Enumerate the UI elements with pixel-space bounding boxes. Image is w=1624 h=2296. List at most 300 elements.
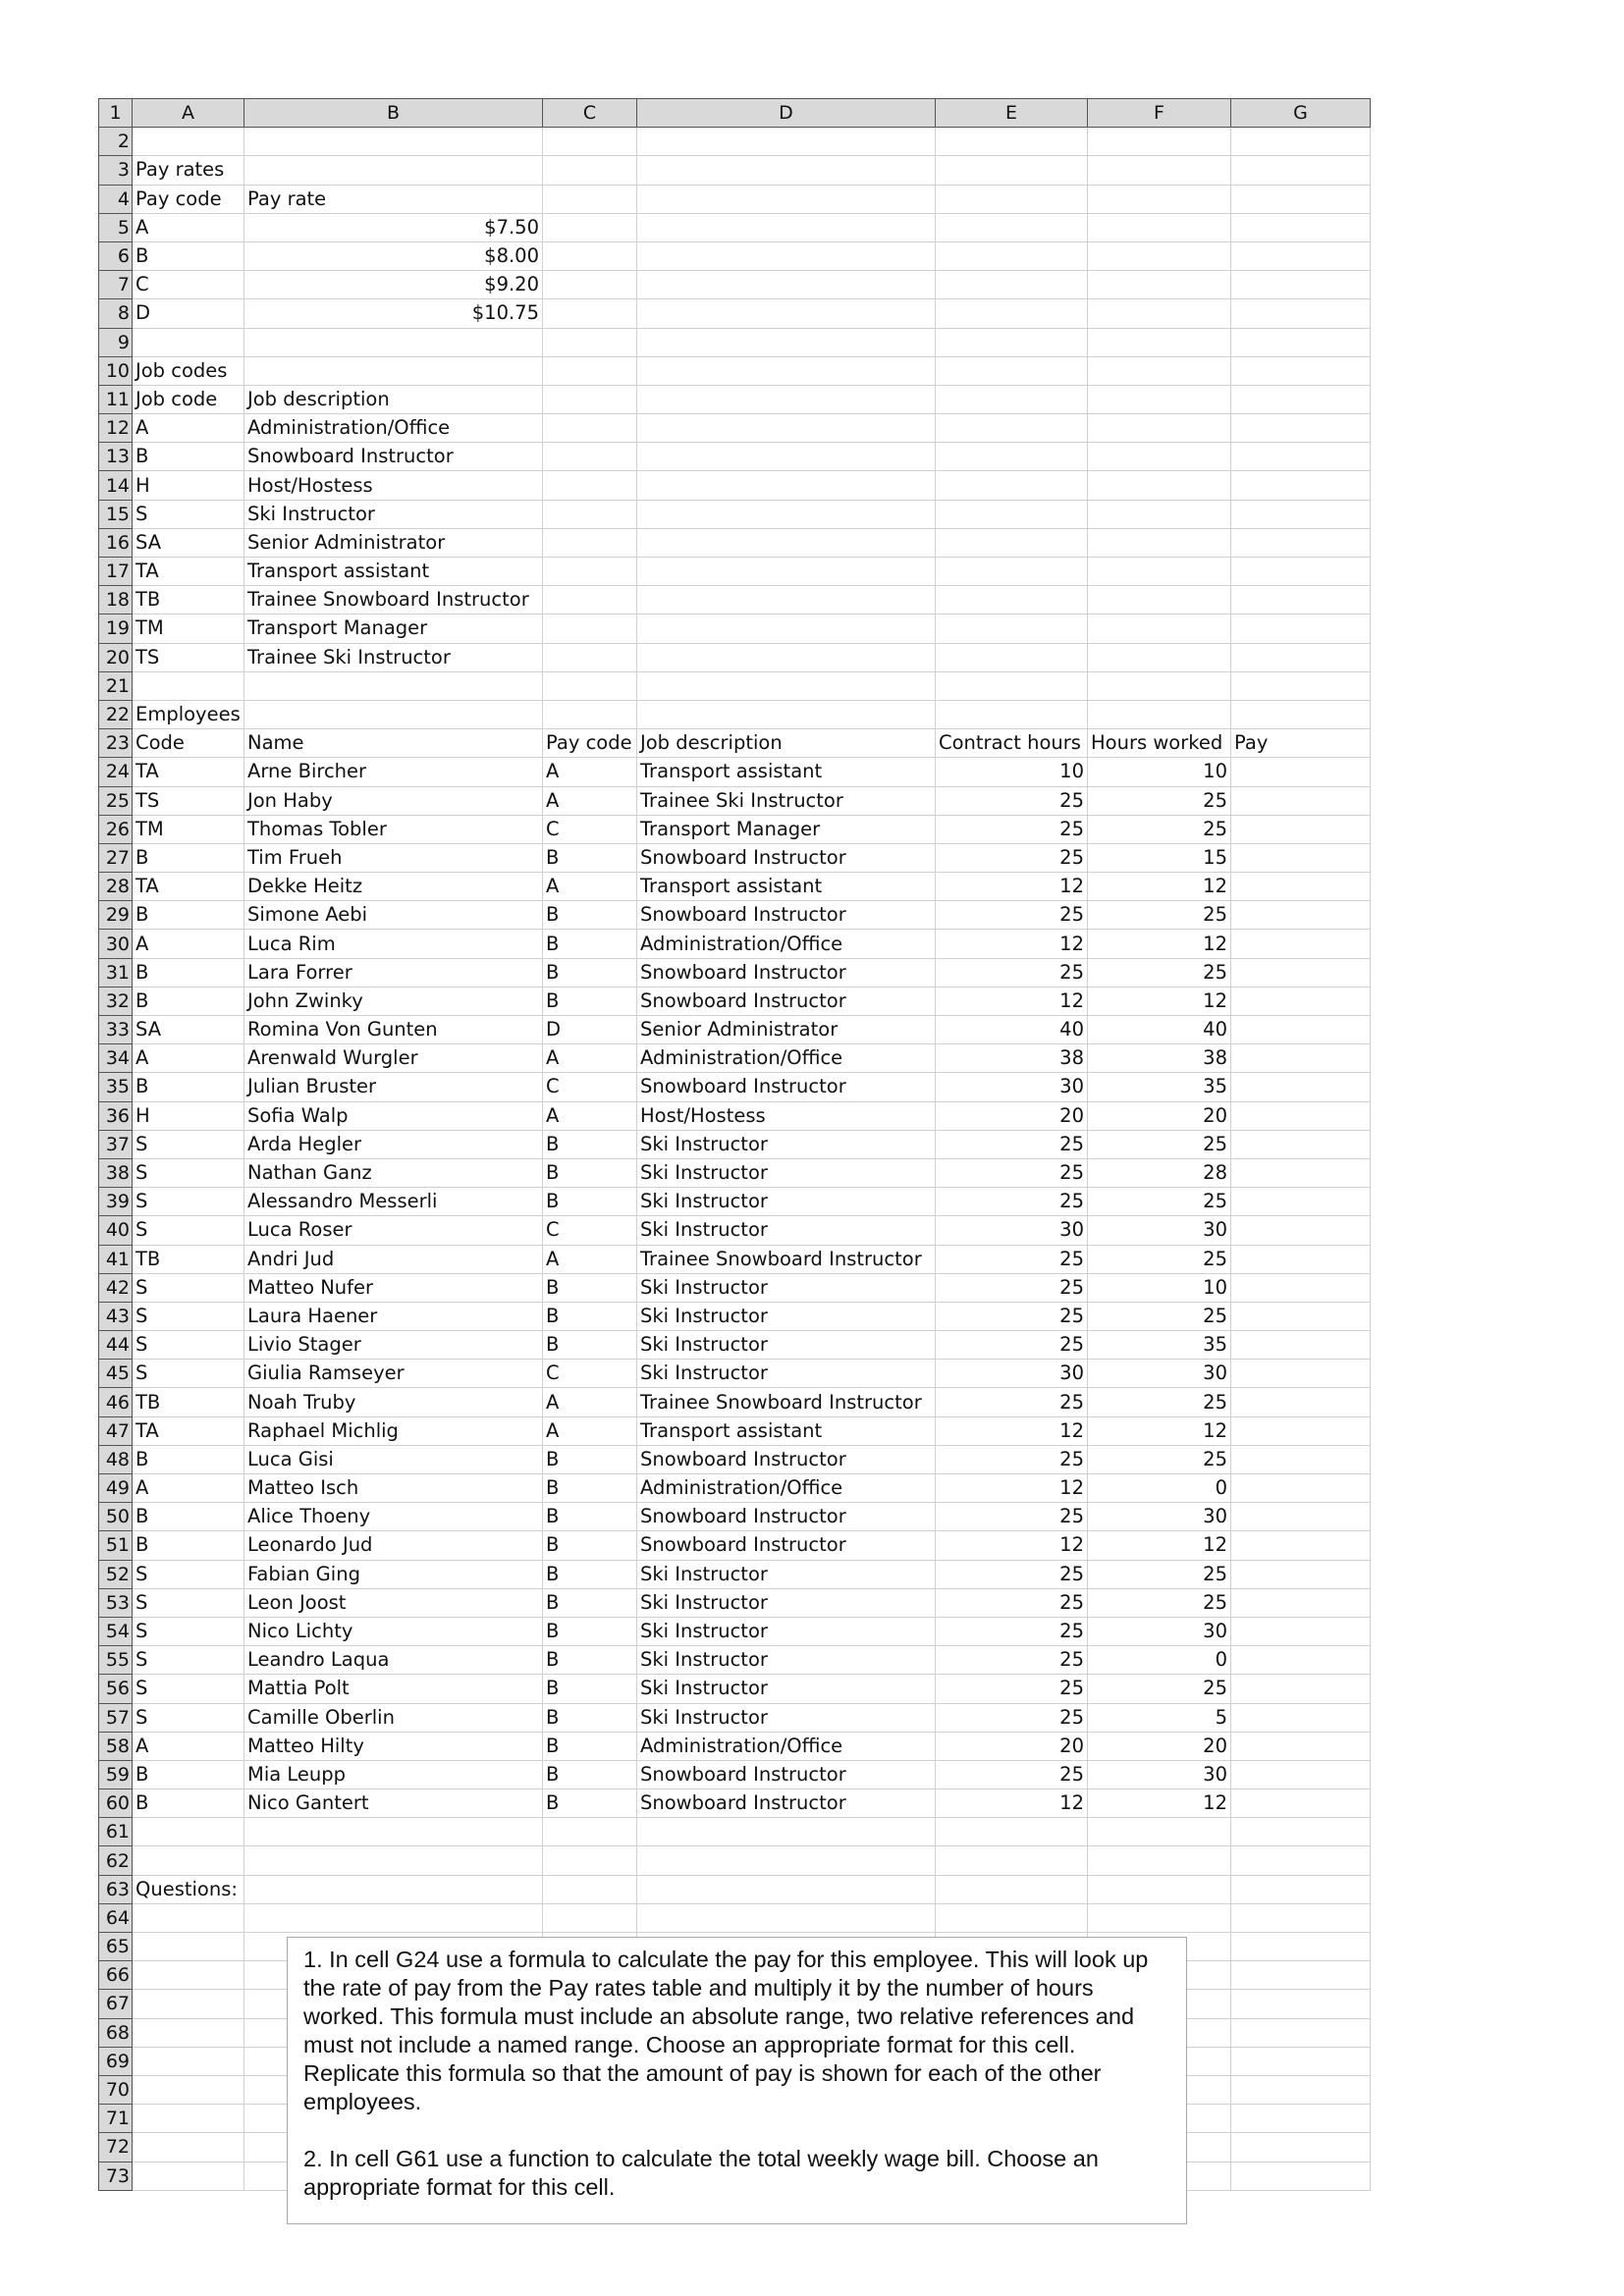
cell[interactable]: B [133,1531,244,1560]
cell[interactable]: B [133,241,244,270]
cell[interactable]: Pay [1231,729,1371,758]
row-header[interactable]: 57 [99,1703,133,1732]
cell[interactable]: $9.20 [244,271,543,299]
cell[interactable] [543,299,637,328]
cell[interactable]: B [133,443,244,471]
cell[interactable]: 25 [1088,1445,1231,1473]
cell[interactable] [1088,299,1231,328]
cell[interactable] [1231,1416,1371,1445]
row-header[interactable]: 3 [99,156,133,185]
cell[interactable] [1231,643,1371,671]
cell[interactable]: Senior Administrator [244,528,543,557]
cell[interactable] [543,156,637,185]
cell[interactable]: Transport Manager [244,614,543,643]
row-header[interactable]: 54 [99,1617,133,1645]
cell[interactable]: Andri Jud [244,1245,543,1273]
cell[interactable]: Trainee Snowboard Instructor [637,1388,936,1416]
cell[interactable]: Snowboard Instructor [637,843,936,872]
cell[interactable]: Dekke Heitz [244,873,543,901]
cell[interactable]: Matteo Isch [244,1474,543,1503]
cell[interactable] [1231,671,1371,700]
row-header[interactable]: 1 [99,99,133,128]
cell[interactable]: B [543,843,637,872]
cell[interactable]: 30 [1088,1360,1231,1388]
cell[interactable]: Snowboard Instructor [637,1760,936,1789]
cell[interactable]: Arenwald Wurgler [244,1044,543,1073]
cell[interactable] [1231,786,1371,815]
cell[interactable] [244,1846,543,1875]
cell[interactable]: Senior Administrator [637,1016,936,1044]
cell[interactable]: 35 [1088,1331,1231,1360]
cell[interactable]: TM [133,815,244,843]
cell[interactable] [133,2018,244,2047]
row-header[interactable]: 50 [99,1503,133,1531]
cell[interactable] [543,213,637,241]
row-header[interactable]: 19 [99,614,133,643]
cell[interactable] [936,1846,1088,1875]
cell[interactable] [1231,1445,1371,1473]
cell[interactable] [1231,2162,1371,2190]
row-header[interactable]: 13 [99,443,133,471]
cell[interactable]: Trainee Snowboard Instructor [637,1245,936,1273]
cell[interactable]: 25 [936,1445,1088,1473]
cell[interactable] [637,443,936,471]
cell[interactable]: Sofia Walp [244,1101,543,1130]
cell[interactable] [244,1875,543,1903]
row-header[interactable]: 37 [99,1130,133,1158]
cell[interactable] [133,1818,244,1846]
cell[interactable]: S [133,1188,244,1216]
cell[interactable]: Nico Gantert [244,1789,543,1818]
cell[interactable] [1231,873,1371,901]
row-header[interactable]: 7 [99,271,133,299]
cell[interactable]: Employees [133,700,244,728]
cell[interactable] [133,2075,244,2104]
row-header[interactable]: 62 [99,1846,133,1875]
cell[interactable]: TA [133,558,244,586]
cell[interactable]: Ski Instructor [637,1130,936,1158]
cell[interactable] [936,671,1088,700]
cell[interactable]: Snowboard Instructor [637,1789,936,1818]
cell[interactable] [936,328,1088,356]
cell[interactable]: Name [244,729,543,758]
cell[interactable]: Administration/Office [637,1474,936,1503]
cell[interactable]: B [543,1302,637,1330]
row-header[interactable]: 72 [99,2133,133,2162]
cell[interactable] [936,156,1088,185]
cell[interactable] [1231,1961,1371,1990]
row-header[interactable]: 47 [99,1416,133,1445]
cell[interactable]: Leon Joost [244,1588,543,1617]
row-header[interactable]: 56 [99,1675,133,1703]
cell[interactable] [543,1875,637,1903]
cell[interactable] [1231,1331,1371,1360]
cell[interactable]: Leonardo Jud [244,1531,543,1560]
cell[interactable]: 25 [936,958,1088,987]
cell[interactable] [637,385,936,413]
column-header-d[interactable]: D [637,99,936,128]
cell[interactable]: Snowboard Instructor [637,987,936,1015]
row-header[interactable]: 34 [99,1044,133,1073]
cell[interactable]: 25 [936,1273,1088,1302]
cell[interactable] [1231,987,1371,1015]
cell[interactable] [1088,1846,1231,1875]
cell[interactable] [1088,213,1231,241]
cell[interactable]: 30 [1088,1760,1231,1789]
cell[interactable]: Trainee Ski Instructor [637,786,936,815]
cell[interactable] [543,700,637,728]
row-header[interactable]: 43 [99,1302,133,1330]
row-header[interactable]: 35 [99,1073,133,1101]
cell[interactable]: Pay rates [133,156,244,185]
cell[interactable]: Transport assistant [637,1416,936,1445]
cell[interactable] [637,128,936,156]
cell[interactable]: 12 [936,930,1088,958]
cell[interactable] [1231,815,1371,843]
cell[interactable] [1231,843,1371,872]
row-header[interactable]: 23 [99,729,133,758]
column-header-c[interactable]: C [543,99,637,128]
row-header[interactable]: 14 [99,471,133,500]
cell[interactable]: Administration/Office [637,1044,936,1073]
cell[interactable] [1231,471,1371,500]
row-header[interactable]: 44 [99,1331,133,1360]
cell[interactable]: Raphael Michlig [244,1416,543,1445]
cell[interactable] [936,1818,1088,1846]
cell[interactable]: S [133,1216,244,1245]
cell[interactable]: Nathan Ganz [244,1158,543,1187]
row-header[interactable]: 31 [99,958,133,987]
row-header[interactable]: 52 [99,1560,133,1588]
cell[interactable]: Host/Hostess [244,471,543,500]
cell[interactable]: 20 [1088,1101,1231,1130]
cell[interactable]: TA [133,758,244,786]
row-header[interactable]: 28 [99,873,133,901]
cell[interactable]: B [133,958,244,987]
cell[interactable]: Administration/Office [244,414,543,443]
cell[interactable] [244,156,543,185]
cell[interactable]: TB [133,1245,244,1273]
cell[interactable]: TS [133,786,244,815]
cell[interactable] [1231,1818,1371,1846]
row-header[interactable]: 10 [99,356,133,385]
cell[interactable]: B [543,987,637,1015]
cell[interactable]: B [543,1675,637,1703]
cell[interactable] [1088,643,1231,671]
cell[interactable]: 25 [936,1158,1088,1187]
cell[interactable]: Job code [133,385,244,413]
cell[interactable]: Administration/Office [637,1732,936,1760]
row-header[interactable]: 15 [99,500,133,528]
cell[interactable]: A [133,414,244,443]
cell[interactable]: B [543,1445,637,1473]
cell[interactable]: B [543,901,637,930]
row-header[interactable]: 9 [99,328,133,356]
cell[interactable]: B [133,987,244,1015]
cell[interactable] [1231,1360,1371,1388]
cell[interactable]: B [133,1503,244,1531]
cell[interactable] [1231,2105,1371,2133]
cell[interactable] [543,414,637,443]
cell[interactable]: D [133,299,244,328]
cell[interactable] [936,558,1088,586]
cell[interactable] [936,414,1088,443]
cell[interactable]: 30 [1088,1617,1231,1645]
cell[interactable] [637,156,936,185]
cell[interactable] [133,1990,244,2018]
cell[interactable]: Thomas Tobler [244,815,543,843]
cell[interactable]: 25 [936,1760,1088,1789]
cell[interactable] [1231,1130,1371,1158]
cell[interactable] [1088,156,1231,185]
cell[interactable] [543,1818,637,1846]
row-header[interactable]: 27 [99,843,133,872]
cell[interactable]: Pay rate [244,185,543,213]
cell[interactable] [244,356,543,385]
cell[interactable] [1231,128,1371,156]
cell[interactable]: Luca Gisi [244,1445,543,1473]
cell[interactable] [1231,1760,1371,1789]
cell[interactable] [1231,700,1371,728]
cell[interactable]: Trainee Ski Instructor [244,643,543,671]
row-header[interactable]: 71 [99,2105,133,2133]
cell[interactable]: 25 [1088,786,1231,815]
cell[interactable] [637,213,936,241]
cell[interactable] [936,700,1088,728]
cell[interactable]: C [133,271,244,299]
cell[interactable]: 25 [1088,1302,1231,1330]
cell[interactable] [1231,2133,1371,2162]
cell[interactable] [133,128,244,156]
column-header-b[interactable]: B [244,99,543,128]
cell[interactable]: 25 [936,1503,1088,1531]
cell[interactable]: Tim Frueh [244,843,543,872]
cell[interactable]: S [133,500,244,528]
cell[interactable] [1231,1073,1371,1101]
cell[interactable]: 20 [1088,1732,1231,1760]
cell[interactable]: 12 [936,1531,1088,1560]
cell[interactable]: 12 [936,987,1088,1015]
cell[interactable] [543,558,637,586]
cell[interactable]: Snowboard Instructor [637,1531,936,1560]
cell[interactable] [1231,500,1371,528]
cell[interactable]: Laura Haener [244,1302,543,1330]
cell[interactable]: 20 [936,1732,1088,1760]
cell[interactable]: B [133,843,244,872]
cell[interactable] [1231,414,1371,443]
cell[interactable] [1088,128,1231,156]
cell[interactable]: Transport assistant [637,873,936,901]
row-header[interactable]: 11 [99,385,133,413]
cell[interactable] [1231,299,1371,328]
cell[interactable] [1231,958,1371,987]
cell[interactable]: 25 [936,786,1088,815]
cell[interactable]: C [543,1216,637,1245]
cell[interactable]: S [133,1273,244,1302]
cell[interactable] [1231,1732,1371,1760]
cell[interactable]: Camille Oberlin [244,1703,543,1732]
cell[interactable]: Ski Instructor [637,1675,936,1703]
cell[interactable] [543,1846,637,1875]
cell[interactable]: B [543,1503,637,1531]
row-header[interactable]: 17 [99,558,133,586]
cell[interactable] [936,185,1088,213]
cell[interactable]: 12 [1088,873,1231,901]
cell[interactable]: SA [133,1016,244,1044]
row-header[interactable]: 33 [99,1016,133,1044]
cell[interactable]: Nico Lichty [244,1617,543,1645]
cell[interactable] [1231,1560,1371,1588]
row-header[interactable]: 63 [99,1875,133,1903]
cell[interactable]: Giulia Ramseyer [244,1360,543,1388]
cell[interactable]: Snowboard Instructor [637,1073,936,1101]
row-header[interactable]: 66 [99,1961,133,1990]
cell[interactable] [637,528,936,557]
row-header[interactable]: 4 [99,185,133,213]
cell[interactable]: Contract hours [936,729,1088,758]
cell[interactable]: D [543,1016,637,1044]
cell[interactable]: B [543,1188,637,1216]
cell[interactable]: Ski Instructor [637,1273,936,1302]
cell[interactable] [133,328,244,356]
row-header[interactable]: 53 [99,1588,133,1617]
cell[interactable] [1231,758,1371,786]
cell[interactable] [637,299,936,328]
cell[interactable]: 25 [1088,901,1231,930]
cell[interactable]: B [543,1474,637,1503]
cell[interactable]: 25 [1088,1188,1231,1216]
cell[interactable]: 25 [1088,815,1231,843]
cell[interactable]: Matteo Nufer [244,1273,543,1302]
cell[interactable] [543,128,637,156]
cell[interactable] [543,443,637,471]
cell[interactable]: Snowboard Instructor [637,1445,936,1473]
cell[interactable] [1088,443,1231,471]
cell[interactable]: A [543,1044,637,1073]
cell[interactable]: Fabian Ging [244,1560,543,1588]
cell[interactable]: B [543,1646,637,1675]
cell[interactable]: 25 [936,1188,1088,1216]
cell[interactable]: Ski Instructor [244,500,543,528]
cell[interactable]: B [543,1789,637,1818]
cell[interactable] [1231,2018,1371,2047]
cell[interactable] [637,671,936,700]
cell[interactable] [1231,1188,1371,1216]
cell[interactable] [543,614,637,643]
cell[interactable]: 12 [936,1474,1088,1503]
cell[interactable] [936,128,1088,156]
cell[interactable]: Noah Truby [244,1388,543,1416]
cell[interactable] [936,443,1088,471]
column-header-g[interactable]: G [1231,99,1371,128]
cell[interactable] [936,1903,1088,1932]
cell[interactable] [936,356,1088,385]
cell[interactable] [1088,356,1231,385]
cell[interactable] [637,185,936,213]
row-header[interactable]: 25 [99,786,133,815]
cell[interactable]: 25 [936,1245,1088,1273]
cell[interactable] [1231,356,1371,385]
cell[interactable] [637,1875,936,1903]
cell[interactable] [543,185,637,213]
cell[interactable] [133,2047,244,2075]
cell[interactable]: TB [133,1388,244,1416]
row-header[interactable]: 40 [99,1216,133,1245]
row-header[interactable]: 41 [99,1245,133,1273]
cell[interactable] [1231,1617,1371,1645]
cell[interactable]: B [543,1560,637,1588]
cell[interactable]: 30 [1088,1503,1231,1531]
cell[interactable] [936,586,1088,614]
cell[interactable] [1231,930,1371,958]
cell[interactable]: B [133,1073,244,1101]
cell[interactable]: B [543,1760,637,1789]
cell[interactable]: Questions: [133,1875,244,1903]
cell[interactable] [1231,2047,1371,2075]
cell[interactable]: Julian Bruster [244,1073,543,1101]
cell[interactable]: 12 [936,873,1088,901]
cell[interactable]: S [133,1158,244,1187]
cell[interactable]: Snowboard Instructor [637,1503,936,1531]
cell[interactable]: 30 [936,1360,1088,1388]
cell[interactable] [1231,328,1371,356]
cell[interactable] [1088,700,1231,728]
cell[interactable]: 5 [1088,1703,1231,1732]
cell[interactable]: B [133,1445,244,1473]
cell[interactable]: 12 [1088,1789,1231,1818]
cell[interactable]: Jon Haby [244,786,543,815]
cell[interactable]: Romina Von Gunten [244,1016,543,1044]
cell[interactable] [1088,414,1231,443]
cell[interactable] [936,271,1088,299]
row-header[interactable]: 21 [99,671,133,700]
cell[interactable] [1231,1474,1371,1503]
cell[interactable]: Alice Thoeny [244,1503,543,1531]
cell[interactable]: 25 [1088,958,1231,987]
cell[interactable] [1088,586,1231,614]
cell[interactable]: $7.50 [244,213,543,241]
row-header[interactable]: 55 [99,1646,133,1675]
cell[interactable] [244,1818,543,1846]
cell[interactable] [1231,1646,1371,1675]
row-header[interactable]: 32 [99,987,133,1015]
cell[interactable]: 25 [936,1331,1088,1360]
cell[interactable] [637,614,936,643]
row-header[interactable]: 12 [99,414,133,443]
cell[interactable]: Ski Instructor [637,1158,936,1187]
cell[interactable] [543,643,637,671]
cell[interactable]: 12 [936,1416,1088,1445]
cell[interactable]: Ski Instructor [637,1560,936,1588]
cell[interactable] [133,1903,244,1932]
cell[interactable] [1231,385,1371,413]
row-header[interactable]: 42 [99,1273,133,1302]
cell[interactable]: Simone Aebi [244,901,543,930]
cell[interactable]: S [133,1703,244,1732]
cell[interactable] [637,471,936,500]
cell[interactable]: 30 [1088,1216,1231,1245]
cell[interactable]: Job description [244,385,543,413]
cell[interactable]: 25 [936,815,1088,843]
cell[interactable] [1088,185,1231,213]
cell[interactable]: 10 [936,758,1088,786]
cell[interactable]: Matteo Hilty [244,1732,543,1760]
cell[interactable]: A [543,786,637,815]
cell[interactable] [936,213,1088,241]
cell[interactable] [244,700,543,728]
cell[interactable] [936,614,1088,643]
cell[interactable] [637,586,936,614]
